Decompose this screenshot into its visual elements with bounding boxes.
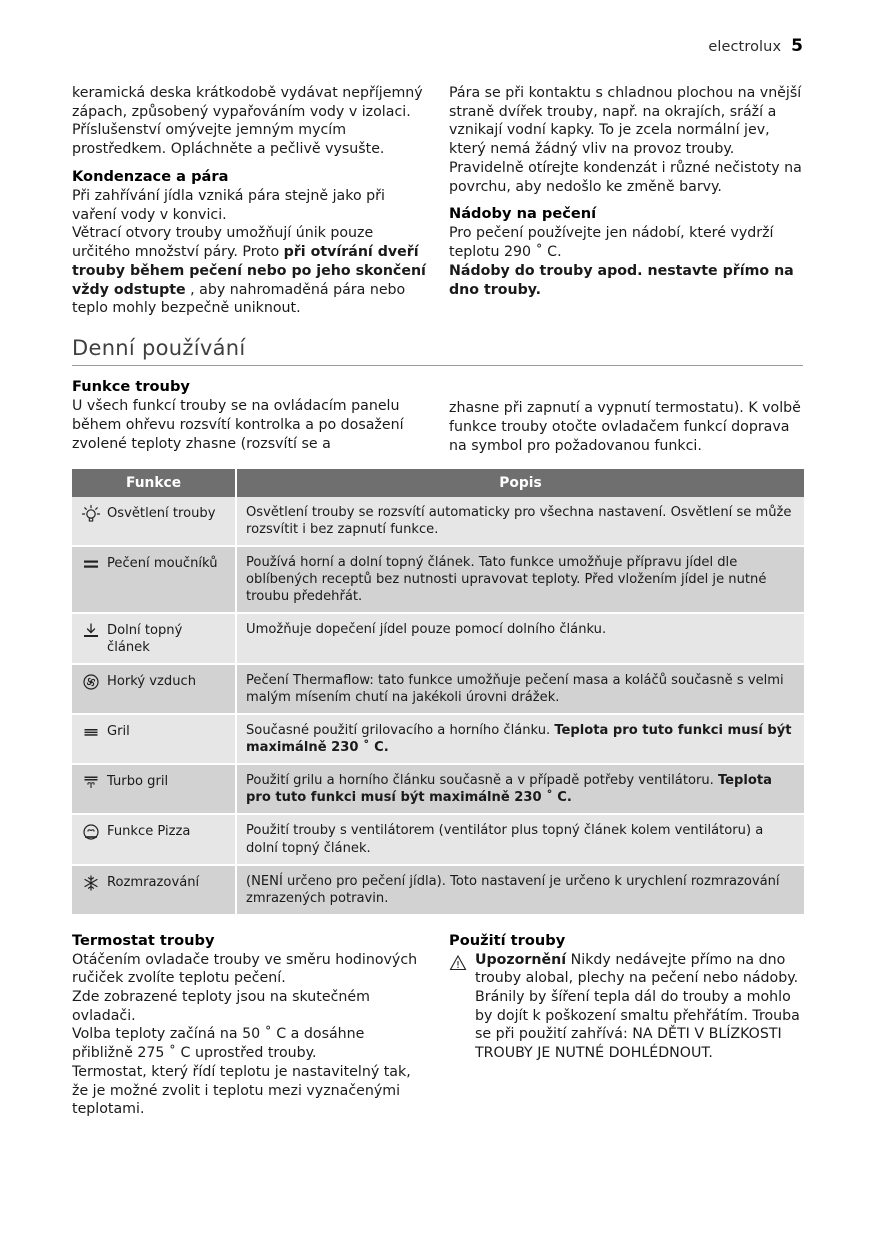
text-turbogrill-part1: Použití grilu a horního článku současně a v případě potřeby ventilátoru. — [246, 773, 718, 789]
table-row — [72, 664, 804, 714]
table-row — [72, 814, 804, 864]
column-header-funkce: Funkce — [72, 469, 236, 497]
warning-text-container — [475, 951, 804, 1063]
page-header — [72, 36, 803, 62]
paragraph-condensation-door: Pára se při kontaktu s chladnou plochou na vnější straně dvířek trouby, např. na okrajích, sráží a vznikají vodní kapky. To je zcela normální jev, který nemá žádný vliv na provoz trouby. Pravidelně otírejte kondenzát i různé nečistoty na povrchu, aby nedošlo ke změně barvy. — [449, 85, 802, 195]
warning-triangle-icon — [449, 954, 467, 976]
right-column-top — [449, 84, 804, 318]
oven-functions-intro — [72, 378, 803, 455]
function-label: Pečení moučníků — [107, 556, 218, 572]
function-label: Funkce Pizza — [107, 824, 191, 840]
heading-nadoby-na-peceni: Nádoby na pečení — [449, 205, 597, 223]
table-row — [72, 497, 804, 546]
function-label: Gril — [107, 724, 130, 740]
fan-circle-icon — [81, 672, 101, 692]
bottom-right-column — [449, 932, 804, 1120]
cell-description: Pečení Thermaflow: tato funkce umožňuje pečení masa a koláčů současně s velmi malým mísením chutí na jakékoli úrovni drážek. — [236, 664, 804, 714]
cell-function — [72, 546, 236, 613]
text-vent-part1: Větrací otvory trouby umožňují únik pouze určitého množství páry. Proto — [72, 225, 374, 261]
left-column-top — [72, 84, 427, 318]
table-row — [72, 714, 804, 764]
function-label: Turbo gril — [107, 774, 169, 790]
text-vent-part2: , aby nahromaděná pára nebo teplo mohly bezpečně uniknout. — [72, 281, 406, 317]
cell-function — [72, 814, 236, 864]
snowflake-icon — [81, 873, 101, 893]
text-turbogrill-bold: Teplota pro tuto funkci musí být maximálně 230 ˚ C. — [246, 773, 773, 806]
lightbulb-icon — [81, 504, 101, 524]
table-row — [72, 546, 804, 613]
function-label: Horký vzduch — [107, 674, 196, 690]
turbo-grill-icon — [81, 772, 101, 792]
paragraph-accessories-cleaning: Příslušenství omývejte jemným mycím prostředkem. Opláchněte a pečlivě vysušte. — [72, 122, 385, 158]
table-row — [72, 764, 804, 814]
table-header-row — [72, 469, 804, 497]
text-grill-part1: Současné použití grilovacího a horního článku. — [246, 723, 555, 739]
cell-description: Používá horní a dolní topný článek. Tato funkce umožňuje přípravu jídel dle oblíbených receptů bez nutnosti upravovat teploty. Před vložením jídel je nutné troubu předehřát. — [236, 546, 804, 613]
paragraph-bakeware-temperature: Pro pečení používejte jen nádobí, které vydrží teplotu 290 ˚ C. — [449, 225, 774, 261]
section-title-denni-pouzivani: Denní používání — [72, 336, 246, 361]
top-bottom-heat-icon — [81, 554, 101, 574]
text-grill-bold: Teplota pro tuto funkci musí být maximálně 230 ˚ C. — [246, 723, 792, 756]
cell-function — [72, 764, 236, 814]
oven-functions-table — [72, 469, 804, 915]
cell-function — [72, 714, 236, 764]
heading-pouziti-trouby: Použití trouby — [449, 931, 566, 949]
paragraph-bakeware-warning: Nádoby do trouby apod. nestavte přímo na dno trouby. — [449, 262, 794, 298]
cell-description: (NENÍ určeno pro pečení jídla). Toto nastavení je určeno k urychlení rozmrazování zmrazených potravin. — [236, 865, 804, 915]
column-header-popis: Popis — [236, 469, 804, 497]
intro-right-column — [449, 378, 804, 455]
cell-function — [72, 497, 236, 546]
warning-block — [449, 951, 804, 1063]
paragraph-thermostat-2: Zde zobrazené teploty jsou na skutečném ovladači. — [72, 989, 370, 1024]
warning-label: Upozornění — [475, 951, 567, 968]
page-number: 5 — [791, 36, 803, 56]
function-label: Rozmrazování — [107, 874, 200, 890]
bottom-left-column — [72, 932, 427, 1120]
grill-icon — [81, 722, 101, 742]
cell-function — [72, 613, 236, 664]
table-row — [72, 613, 804, 664]
cell-description: Použití trouby s ventilátorem (ventilátor plus topný článek kolem ventilátoru) a dolní topný článek. — [236, 814, 804, 864]
paragraph-thermostat-4: Termostat, který řídí teplotu je nastavitelný tak, že je možné zvolit i teplotu mezi vyznačenými teplotami. — [72, 1063, 411, 1118]
paragraph-condensation-intro-1: keramická deska krátkodobě vydávat nepříjemný zápach, způsobený vypařováním vody v izolaci. — [72, 85, 423, 120]
cell-description: Umožňuje dopečení jídel pouze pomocí dolního článku. — [236, 613, 804, 664]
paragraph-intro-left: U všech funkcí trouby se na ovládacím panelu během ohřevu rozsvítí kontrolka a po dosažení zvolené teploty zhasne (rozsvítí se a — [72, 398, 404, 452]
cell-description — [236, 714, 804, 764]
paragraph-warning-detail: Bránily by šíření tepla dál do trouby a mohlo by dojít k poškození smaltu přehřátím. Trouba se při použití zahřívá: NA DĚTI V BLÍZKOSTI TROUBY JE NUTNÉ DOHLÉDNOUT. — [475, 989, 800, 1062]
table-row — [72, 865, 804, 915]
text-vent-bold: při otvírání dveří trouby během pečení nebo po jeho skončení vždy odstupte — [72, 244, 426, 298]
table-body — [72, 497, 804, 914]
paragraph-intro-right: zhasne při zapnutí a vypnutí termostatu). K volbě funkce trouby otočte ovladačem funkcí doprava na symbol pro požadovanou funkci. — [449, 400, 801, 454]
paragraph-warning — [475, 951, 804, 988]
cell-description: Osvětlení trouby se rozsvítí automaticky pro všechna nastavení. Osvětlení se může rozsvítit i bez zapnutí funkce. — [236, 497, 804, 546]
bottom-heat-icon — [81, 621, 101, 641]
table-header — [72, 469, 804, 497]
top-two-column-section — [72, 84, 803, 318]
brand-name: electrolux — [708, 39, 782, 55]
heading-kondenzace-a-para: Kondenzace a pára — [72, 167, 229, 185]
section-title-container — [72, 336, 803, 366]
pizza-icon — [81, 822, 101, 842]
intro-left-column — [72, 378, 427, 455]
heading-funkce-trouby: Funkce trouby — [72, 378, 190, 396]
function-label: Osvětlení trouby — [107, 506, 216, 522]
heading-termostat-trouby: Termostat trouby — [72, 931, 215, 949]
paragraph-vent-openings — [72, 224, 427, 318]
cell-function — [72, 664, 236, 714]
paragraph-steam-kettle: Při zahřívání jídla vzniká pára stejně jako při vaření vody v konvici. — [72, 187, 385, 223]
cell-description — [236, 764, 804, 814]
paragraph-thermostat-3: Volba teploty začíná na 50 ˚ C a dosáhne přibližně 275 ˚ C uprostřed trouby. — [72, 1026, 365, 1062]
bottom-two-column-section — [72, 932, 803, 1120]
function-label: Dolní topný článek — [107, 623, 183, 656]
paragraph-thermostat-1: Otáčením ovladače trouby ve směru hodinových ručiček zvolíte teplotu pečení. — [72, 951, 418, 987]
warning-text: Nikdy nedávejte přímo na dno trouby alobal, plechy na pečení nebo nádoby. — [475, 951, 799, 987]
cell-function — [72, 865, 236, 915]
